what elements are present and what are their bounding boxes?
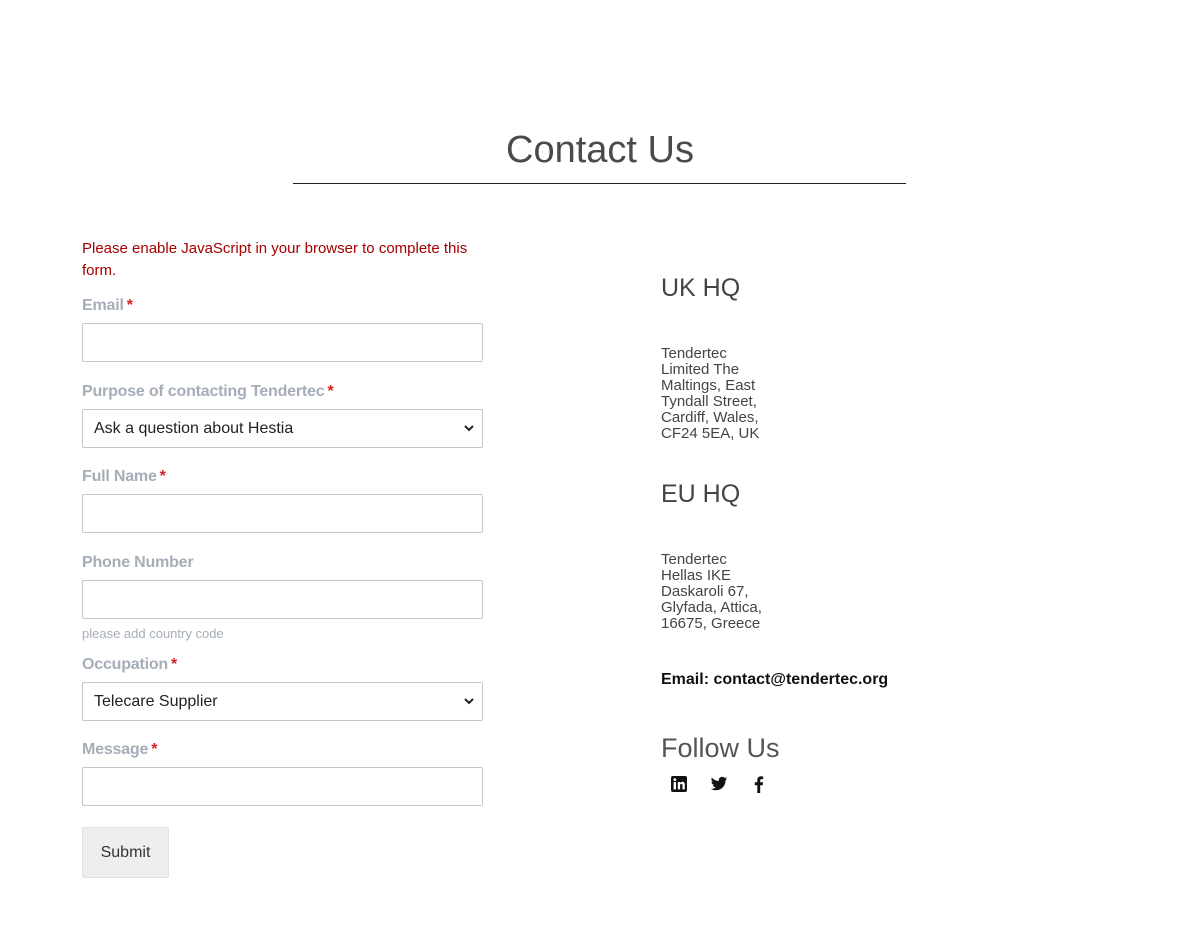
message-input[interactable] — [82, 767, 483, 806]
linkedin-icon[interactable] — [670, 775, 688, 793]
contact-email: Email: contact@tendertec.org — [661, 671, 889, 688]
occupation-select[interactable] — [82, 682, 483, 721]
address-line: Hellas IKE — [661, 567, 732, 584]
full-name-label: Full Name * — [82, 468, 166, 485]
required-marker: * — [159, 468, 166, 485]
message-label: Message * — [82, 741, 158, 758]
phone-input[interactable] — [82, 580, 483, 619]
email-label: Email * — [82, 297, 133, 314]
javascript-warning: Please enable JavaScript in your browser to complete this form. — [82, 240, 468, 279]
phone-label: Phone Number — [82, 554, 194, 571]
chevron-down-icon — [462, 694, 476, 708]
address-line: Tendertec — [661, 345, 727, 362]
full-name-input[interactable] — [82, 494, 483, 533]
occupation-select-value: Telecare Supplier — [94, 693, 218, 710]
uk-hq-heading: UK HQ — [661, 274, 741, 302]
required-marker: * — [151, 741, 158, 758]
address-line: CF24 5EA, UK — [661, 425, 760, 442]
address-line: Limited The — [661, 361, 740, 378]
purpose-select-value: Ask a question about Hestia — [94, 420, 294, 437]
address-line: Daskaroli 67, — [661, 583, 749, 600]
address-line: Tendertec — [661, 551, 727, 568]
twitter-icon[interactable] — [710, 775, 728, 793]
address-line: 16675, Greece — [661, 615, 761, 632]
submit-button[interactable]: Submit — [82, 827, 169, 878]
contact-info — [661, 272, 981, 793]
facebook-icon[interactable] — [750, 775, 768, 793]
occupation-label: Occupation * — [82, 656, 178, 673]
required-marker: * — [171, 656, 178, 673]
title-divider — [293, 183, 906, 184]
chevron-down-icon — [462, 421, 476, 435]
address-line: Cardiff, Wales, — [661, 409, 759, 426]
page-title: Contact Us — [506, 129, 694, 171]
phone-hint: please add country code — [82, 626, 224, 641]
required-marker: * — [126, 297, 133, 314]
contact-form — [82, 238, 502, 878]
address-line: Maltings, East — [661, 377, 756, 394]
eu-hq-heading: EU HQ — [661, 480, 741, 508]
purpose-label: Purpose of contacting Tendertec * — [82, 383, 334, 400]
uk-address — [661, 346, 981, 442]
follow-us-heading: Follow Us — [661, 733, 780, 763]
address-line: Glyfada, Attica, — [661, 599, 762, 616]
social-links — [661, 775, 981, 793]
eu-address — [661, 552, 981, 632]
address-line: Tyndall Street, — [661, 393, 757, 410]
required-marker: * — [327, 383, 334, 400]
email-input[interactable] — [82, 323, 483, 362]
purpose-select[interactable] — [82, 409, 483, 448]
